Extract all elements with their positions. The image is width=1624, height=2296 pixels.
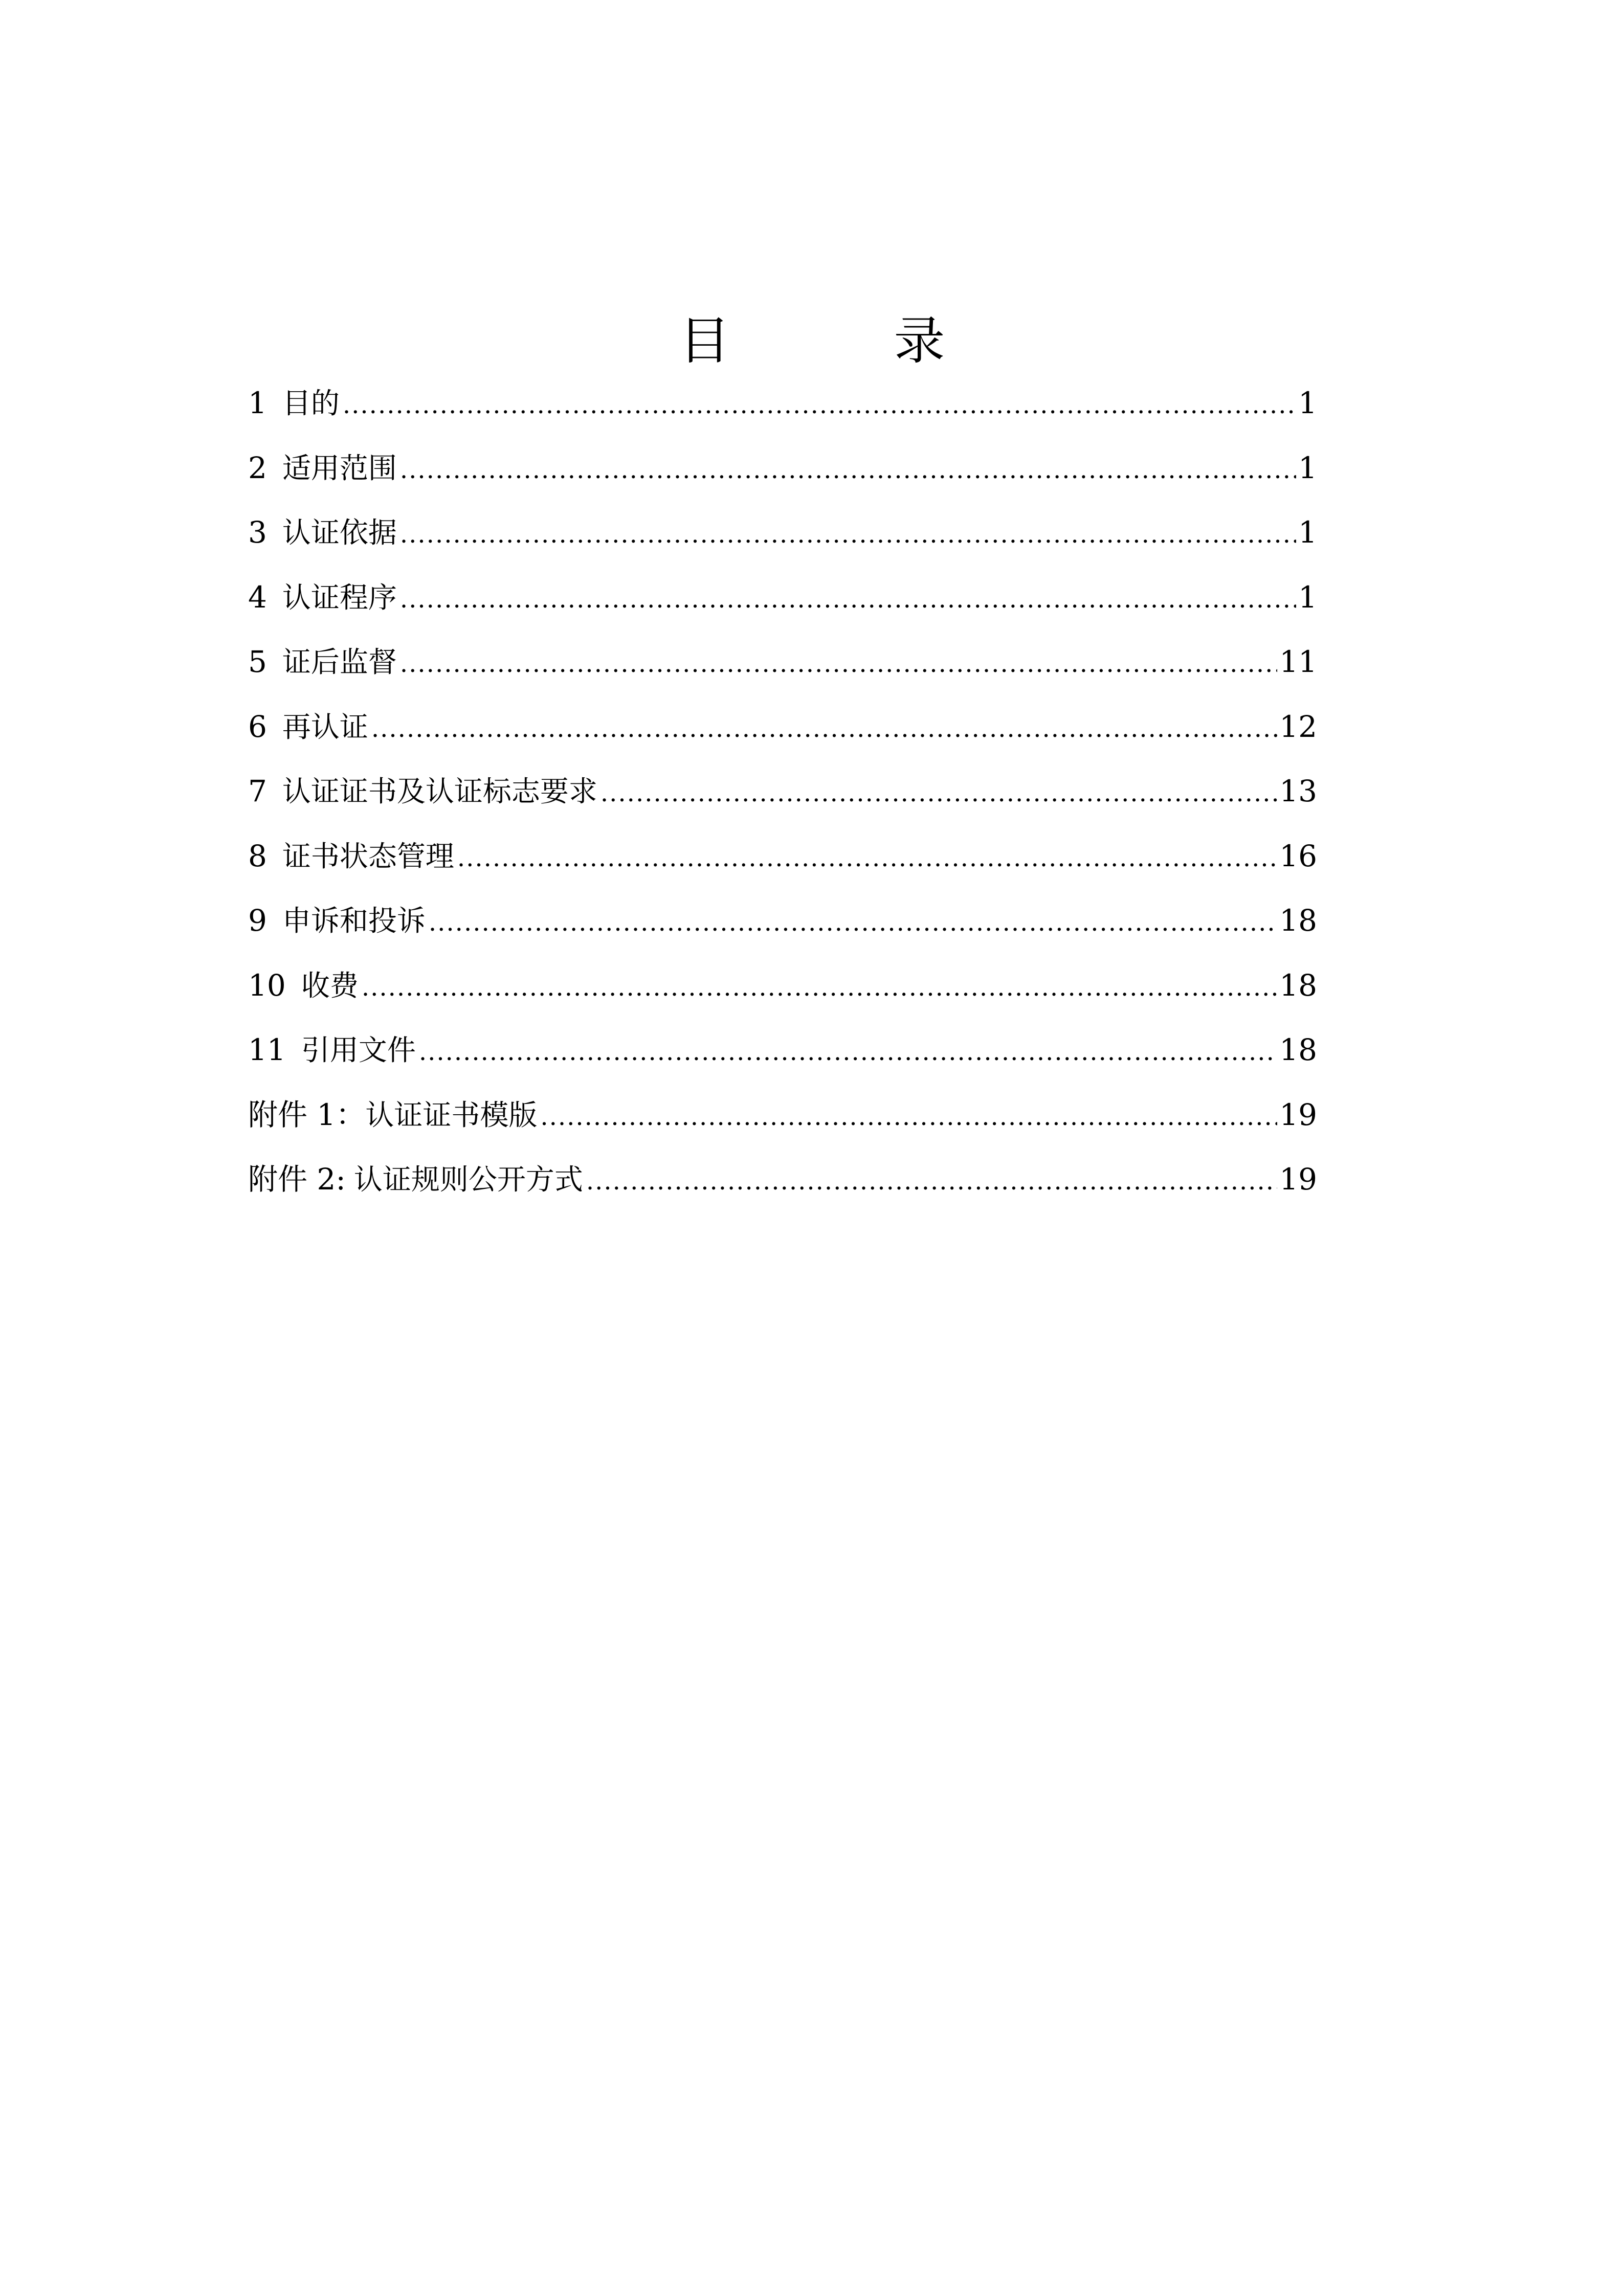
toc-entry-label: 再认证 — [282, 710, 368, 744]
toc-entry-appendix-2[interactable] — [248, 1147, 1317, 1212]
toc-entry-label: 认证证书及认证标志要求 — [282, 775, 597, 808]
toc-entry-number: 8 — [248, 838, 267, 873]
toc-entry-number: 9 — [248, 903, 267, 938]
toc-entry-8[interactable] — [248, 824, 1317, 889]
toc-entry-number: 3 — [248, 515, 267, 550]
toc-entry-number: 1 — [248, 386, 267, 420]
page-title: 目 录 — [679, 311, 1002, 371]
toc-entry-page: 18 — [1279, 1032, 1317, 1067]
dot-leader — [600, 761, 1277, 826]
toc-entry-page: 1 — [1298, 515, 1317, 550]
toc-entry-number: 11 — [248, 1032, 286, 1067]
dot-leader — [457, 826, 1277, 891]
toc-entry-page: 1 — [1298, 579, 1317, 615]
toc-entry-10[interactable] — [248, 953, 1317, 1018]
toc-entry-page: 1 — [1298, 450, 1317, 485]
dot-leader — [429, 890, 1277, 955]
toc-entry-3[interactable] — [248, 500, 1317, 565]
toc-entry-label: 引用文件 — [301, 1034, 416, 1067]
toc-entry-number: 附件 2: — [248, 1162, 346, 1197]
dot-leader — [400, 438, 1296, 503]
toc-entry-page: 16 — [1279, 838, 1317, 873]
toc-entry-6[interactable] — [248, 694, 1317, 759]
toc-entry-appendix-1[interactable] — [248, 1083, 1317, 1147]
table-of-contents — [248, 371, 1317, 1212]
toc-entry-number: 2 — [248, 450, 267, 485]
toc-entry-page: 18 — [1279, 903, 1317, 938]
toc-entry-11[interactable] — [248, 1018, 1317, 1083]
toc-entry-number: 10 — [248, 967, 286, 1003]
toc-entry-page: 1 — [1298, 386, 1317, 420]
toc-entry-1[interactable] — [248, 371, 1317, 436]
toc-entry-9[interactable] — [248, 888, 1317, 953]
toc-entry-4[interactable] — [248, 565, 1317, 630]
dot-leader — [371, 696, 1277, 761]
toc-entry-label: 申诉和投诉 — [282, 905, 426, 938]
toc-entry-7[interactable] — [248, 759, 1317, 824]
dot-leader — [400, 502, 1296, 567]
toc-entry-page: 12 — [1279, 709, 1317, 744]
toc-entry-page: 13 — [1279, 774, 1317, 808]
dot-leader — [419, 1020, 1277, 1085]
toc-entry-number: 7 — [248, 774, 267, 808]
toc-entry-page: 19 — [1279, 1097, 1317, 1132]
toc-entry-page: 11 — [1279, 644, 1317, 679]
dot-leader — [400, 567, 1296, 632]
dot-leader — [362, 955, 1277, 1020]
toc-entry-label: 认证规则公开方式 — [353, 1163, 583, 1197]
dot-leader — [400, 632, 1277, 696]
toc-entry-page: 18 — [1279, 967, 1317, 1003]
toc-entry-label: 目的 — [282, 387, 340, 420]
toc-entry-page: 19 — [1279, 1162, 1317, 1197]
toc-entry-label: 认证程序 — [282, 581, 397, 615]
toc-entry-label: 适用范围 — [282, 452, 397, 485]
toc-entry-2[interactable] — [248, 436, 1317, 501]
dot-leader — [586, 1149, 1277, 1214]
toc-entry-label: 认证依据 — [282, 516, 397, 550]
toc-entry-label: 证书状态管理 — [282, 840, 454, 873]
toc-entry-number: 附件 1： — [248, 1097, 366, 1132]
toc-entry-number: 6 — [248, 709, 267, 744]
toc-entry-label: 认证证书模版 — [365, 1098, 538, 1132]
toc-entry-label: 证后监督 — [282, 646, 397, 679]
toc-entry-label: 收费 — [301, 969, 359, 1003]
toc-entry-number: 5 — [248, 644, 267, 679]
dot-leader — [540, 1085, 1277, 1150]
dot-leader — [343, 373, 1296, 438]
toc-entry-number: 4 — [248, 579, 267, 615]
toc-entry-5[interactable] — [248, 629, 1317, 694]
